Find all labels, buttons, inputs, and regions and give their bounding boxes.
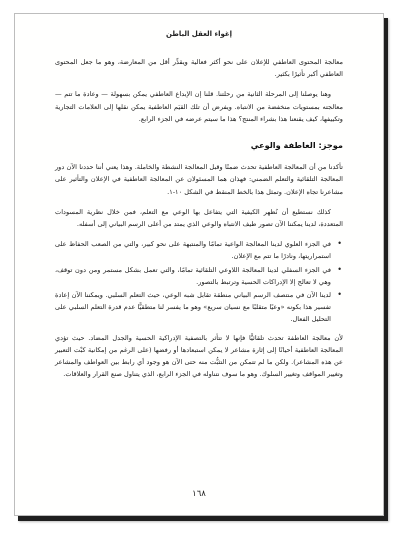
paragraph: تأكدنا من أن المعالجة العاطفية تحدث ضمنًا وقبل المعالجة النشطة والخاملة. وهذا يعني أننا حددنا الآن دور المعالجة التلقائية والتعلم الضمني: فهذان هما المسئولان عن المعالجة العاطفية في الإعلان والتأثير على مشاعرنا تجاه الإعلان. وتمثل هذا بالخط المنقط في الشكل ١٠-١. [55, 163, 343, 196]
paragraph: لأن معالجة العاطفة تحدث تلقائيًّا فإنها لا تتأثر بالتصفية الإدراكية الحسية والجدل المضاد. حيث تؤدي المعالجة العاطفية أحيانًا إلى إثارة مشاعر لا يمكن استبعادها أو رفضها (على الرغم من إمكانية كبْت التعبير عن هذه المشاعر). ولكن ما لم تتمكن من التثبُّت منه حتى الآن هو وجود أي رابط بين العواطف والمشاعر وتغيير المواقف وتغيير السلوك. وهو ما سوف نتناوله في الجزء الرابع، الذي يتناول صنع القرار والعلاقات. [55, 333, 343, 379]
body-text [55, 56, 343, 388]
list-item: • في الجزء العلوي لدينا المعالجة الواعية تمامًا والمنتبهة على نحو كبير، والتي من الصعب الحفاظ على استمراريتها، ونادرًا ما تتم مع الإعلان. [55, 238, 331, 262]
bullet-list [55, 238, 343, 325]
book-page [14, 13, 384, 516]
list-item: • في الجزء السفلي لدينا المعالجة اللاوعي التلقائية تمامًا، والتي تعمل بشكل مستمر ومن دون توقف، وهي لا تعالج إلا الإدراكات الحسية وترتبط بالتصور. [55, 264, 331, 288]
page-number: ١٦٨ [192, 489, 206, 499]
paragraph: كذلك نستطيع أن نُظهر الكيفية التي يتفاعل بها الوعي مع التعلم، فمن خلال نظرية المسودات المتعددة، لدينا يمكننا الآن تصور طيف الانتباه والوعي الذي يمتد من أعلى الرسم البياني إلى أسفله. [55, 207, 343, 229]
section-heading: موجز: العاطفة والوعي [250, 140, 343, 151]
running-header: إغواء العقل الباطن [165, 30, 233, 38]
paragraph: معالجة المحتوى العاطفي للإعلان على نحو أكثر فعالية ويقدِّر أقل من المعارضة، وهو ما جعل المحتوى العاطفي أكبر تأثيرًا بكثير. [55, 58, 343, 79]
list-item: • لدينا الآن في منتصف الرسم البياني منطقة تقابل شبه الوعي، حيث التعلم السلبي. ويمكننا الآن إعادة تفسير هذا بكونه «وعيًا متقلبًا مع نسيان سريع» وهو ما يفسر لنا متطقيًّا عدم قدرة التعلم السلبي على التحليل الفعال. [55, 289, 331, 326]
paragraph: وهنا يوصلنا إلى المرحلة الثانية من رحلتنا. قلنا إن الإبداع العاطفي يمكن بسهولة — وعادة ما تتم — معالجته بمستويات منخفضة من الانتباه. ويفرض أن تلك القيَم العاطفية يمكن نقلها إلى العلامات التجارية وتكييفها، كيف يقنعنا هذا بشراء المنتج؟ هذا ما سيتم عرضه في الجزء الرابع. [55, 90, 343, 123]
